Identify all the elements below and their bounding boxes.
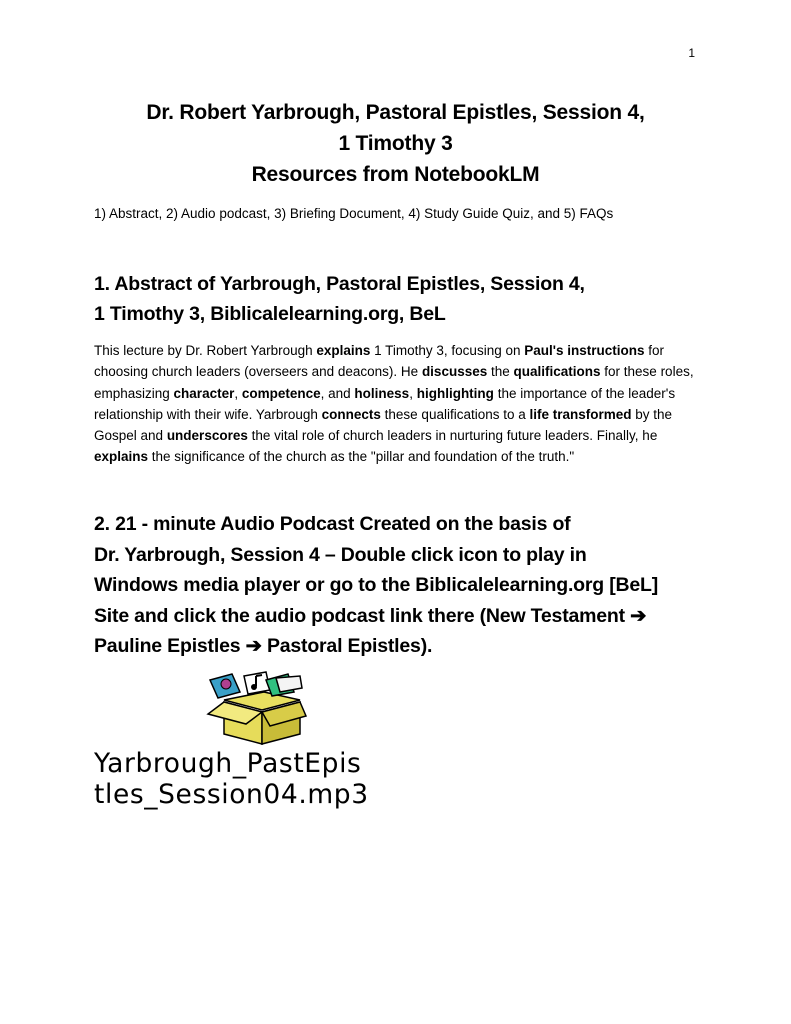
abstract-paragraph — [94, 340, 698, 468]
right-arrow-icon: ➔ — [245, 635, 262, 657]
abstract-text: for these roles, emphasizing — [94, 364, 694, 401]
abstract-emphasis: Paul's instructions — [524, 343, 645, 358]
right-arrow-icon: ➔ — [630, 604, 647, 627]
abstract-emphasis: underscores — [166, 428, 248, 444]
abstract-text: , — [409, 385, 417, 401]
abstract-text: these qualifications to a — [380, 406, 530, 422]
abstract-emphasis: connects — [321, 406, 381, 422]
package-audio-icon[interactable] — [204, 670, 308, 746]
file-name-line-1: Yarbrough_PastEpis — [94, 748, 362, 779]
abstract-text: , and — [320, 385, 355, 401]
title-line-2: 1 Timothy 3 — [338, 132, 453, 155]
abstract-emphasis: competence — [241, 385, 321, 401]
abstract-emphasis: explains — [316, 343, 371, 358]
audio-file-name[interactable] — [94, 748, 369, 810]
podcast-heading-text: Pastoral Epistles). — [266, 635, 433, 657]
title-line-1: Dr. Robert Yarbrough, Pastoral Epistles, Session 4, — [146, 101, 645, 124]
abstract-emphasis: life transformed — [529, 406, 632, 422]
abstract-heading — [94, 269, 585, 329]
abstract-heading-line-1: 1. Abstract of Yarbrough, Pastoral Epistles, Session 4, — [94, 273, 585, 295]
page-number: 1 — [688, 46, 695, 60]
abstract-emphasis: discusses — [421, 364, 488, 380]
abstract-text: by the Gospel and — [94, 406, 673, 444]
podcast-heading-text: Pauline Epistles — [94, 635, 241, 657]
podcast-heading-line-4 — [94, 601, 704, 632]
abstract-emphasis: character — [173, 385, 235, 401]
abstract-heading-line-2: 1 Timothy 3, Biblicalelearning.org, BeL — [94, 303, 446, 325]
document-title — [0, 97, 791, 190]
abstract-text: the significance of the church as the "pillar and foundation of the truth." — [148, 449, 575, 465]
abstract-text: the vital role of church leaders in nurturing future leaders. Finally, he — [247, 428, 658, 444]
podcast-heading-line-2: Dr. Yarbrough, Session 4 – Double click icon to play in — [94, 543, 587, 566]
resources-list: 1) Abstract, 2) Audio podcast, 3) Briefing Document, 4) Study Guide Quiz, and 5) FAQs — [94, 206, 614, 221]
abstract-text: 1 Timothy 3, focusing on — [370, 343, 525, 358]
abstract-text: , — [234, 385, 242, 401]
abstract-emphasis: highlighting — [416, 385, 494, 401]
podcast-heading-line-5 — [94, 631, 704, 662]
title-line-3: Resources from NotebookLM — [251, 163, 540, 186]
podcast-heading-line-1: 2. 21 - minute Audio Podcast Created on the basis of — [94, 513, 571, 535]
abstract-text: This lecture by Dr. Robert Yarbrough — [94, 343, 317, 358]
podcast-heading-text: Site and click the audio podcast link there (New Testament — [94, 604, 625, 627]
podcast-heading-line-3: Windows media player or go to the Biblicalelearning.org [BeL] — [94, 574, 659, 596]
abstract-emphasis: qualifications — [513, 364, 601, 380]
abstract-text: the — [487, 364, 514, 380]
abstract-emphasis: explains — [94, 449, 149, 465]
abstract-text: the importance of the leader's relationship with their wife. Yarbrough — [94, 385, 676, 422]
file-name-line-2: tles_Session04.mp3 — [94, 779, 369, 810]
abstract-text: for choosing church leaders (overseers and deacons). He — [94, 343, 664, 380]
podcast-heading — [94, 509, 704, 662]
abstract-emphasis: holiness — [354, 385, 410, 401]
